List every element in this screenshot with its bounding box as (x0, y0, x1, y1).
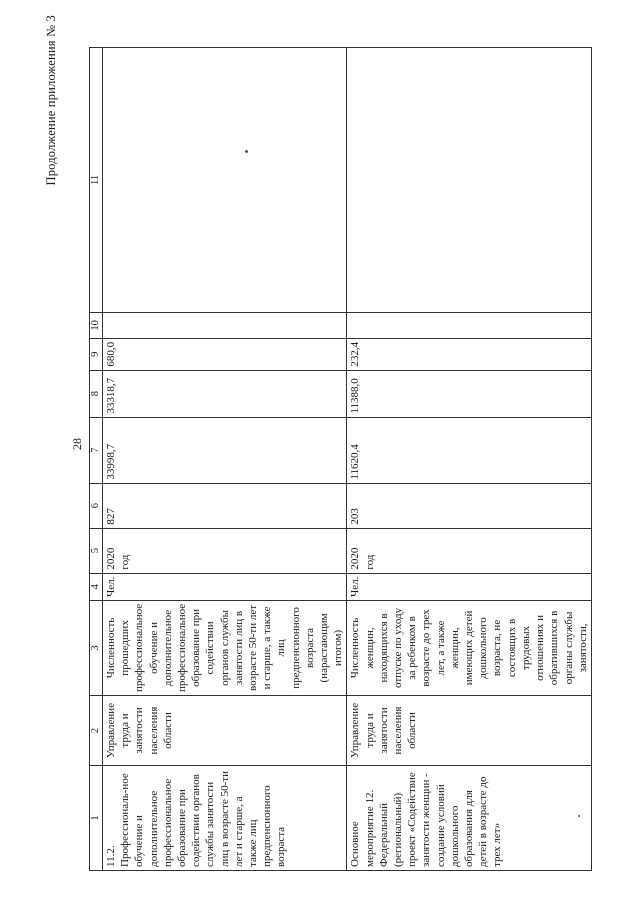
federal-cell: 11388,0 (347, 370, 591, 417)
other-cell (103, 47, 347, 312)
other-cell (347, 47, 591, 312)
header-cell: 10 (90, 312, 103, 338)
scan-speck (245, 150, 248, 153)
year-cell: 2020 год (347, 528, 591, 573)
executor-cell: Управление труда и занятости населения области (347, 696, 591, 766)
header-cell: 11 (90, 47, 103, 312)
value-cell: 203 (347, 483, 591, 528)
total-cell: 33998,7 (103, 417, 347, 483)
header-cell: 4 (90, 573, 103, 600)
regional-cell: 680,0 (103, 338, 347, 370)
scan-speck (578, 815, 580, 817)
value-cell: 827 (103, 483, 347, 528)
header-cell: 7 (90, 417, 103, 483)
indicator-cell: Численность женщин, находящихся в отпуске по уходу за ребенком в возрасте до трех лет, а также женщин, имеющих детей дошкольного возраста, не состоящих в трудовых отношениях и обратившихся в органы службы занятости, (347, 600, 591, 695)
measure-name-cell: 11.2. Профессиональ-ное обучение и дополнительное профессиональное образование при содействии органов службы занятости лиц в возрасте 50-ти лет и старше, а также лиц предпенсионного возраста (103, 766, 347, 871)
year-cell: 2020 год (103, 528, 347, 573)
regional-cell: 232,4 (347, 338, 591, 370)
header-cell: 3 (90, 600, 103, 695)
total-cell: 11620,4 (347, 417, 591, 483)
measure-name-cell: Основное мероприятие 12. Федеральный (региональный) проект «Содействие занятости женщин - создание условий дошкольного образования для детей в возрасте до трех лет» (347, 766, 591, 871)
header-cell: 2 (90, 696, 103, 766)
header-cell: 8 (90, 370, 103, 417)
header-row (90, 47, 103, 870)
budget-table (89, 47, 592, 871)
unit-cell: Чел. (347, 573, 591, 600)
header-cell: 5 (90, 528, 103, 573)
indicator-cell: Численность прошедших профессиональное обучение и дополнительное профессиональное образование при содействии органов службы занятости лиц в возрасте 50-ти лет и старше, а также лиц предпенсионного возраста (нарастающим итогом) (103, 600, 347, 695)
federal-cell: 33318,7 (103, 370, 347, 417)
table-row (103, 47, 347, 870)
header-cell: 9 (90, 338, 103, 370)
header-cell: 6 (90, 483, 103, 528)
local-cell (103, 312, 347, 338)
local-cell (347, 312, 591, 338)
page-number: 28 (70, 438, 84, 450)
appendix-caption: Продолжение приложения № 3 (44, 15, 58, 186)
executor-cell: Управление труда и занятости населения области (103, 696, 347, 766)
header-cell: 1 (90, 766, 103, 871)
unit-cell: Чел. (103, 573, 347, 600)
table-row (347, 47, 591, 870)
